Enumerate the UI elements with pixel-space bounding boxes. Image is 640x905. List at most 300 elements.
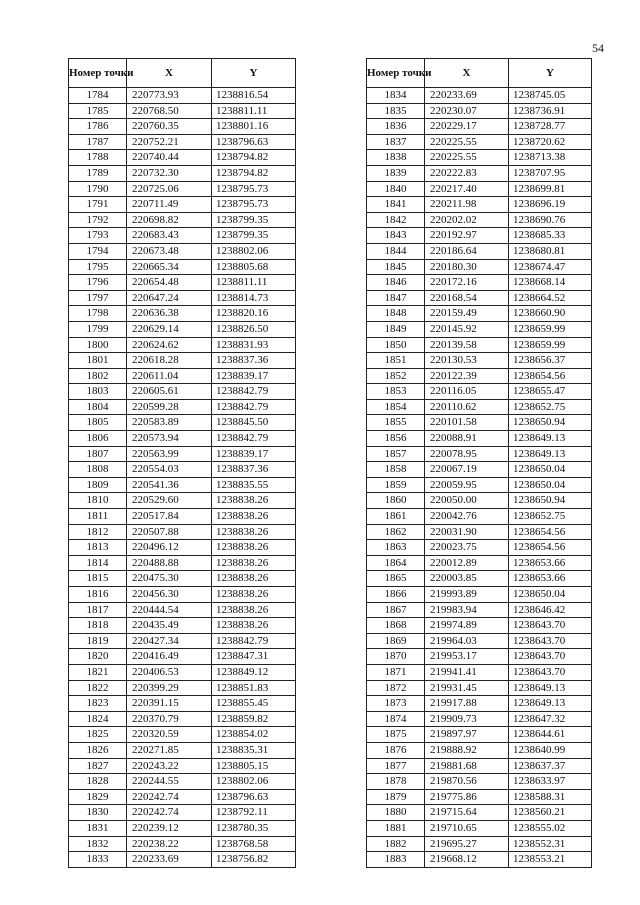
point-number-cell: 1787 xyxy=(69,134,127,150)
table-row xyxy=(69,399,296,415)
table-row xyxy=(367,618,592,634)
point-number-cell: 1795 xyxy=(69,259,127,275)
y-coordinate-cell: 1238811.11 xyxy=(212,275,296,291)
x-coordinate-cell: 220230.07 xyxy=(425,103,509,119)
y-coordinate-cell: 1238668.14 xyxy=(509,275,592,291)
x-coordinate-cell: 220654.48 xyxy=(127,275,212,291)
y-coordinate-cell: 1238728.77 xyxy=(509,119,592,135)
table-row xyxy=(69,524,296,540)
y-coordinate-cell: 1238838.26 xyxy=(212,524,296,540)
point-number-cell: 1858 xyxy=(367,462,425,478)
y-coordinate-cell: 1238649.13 xyxy=(509,446,592,462)
x-coordinate-cell: 220233.69 xyxy=(425,88,509,104)
table-row xyxy=(69,805,296,821)
point-number-cell: 1870 xyxy=(367,649,425,665)
x-coordinate-cell: 220217.40 xyxy=(425,181,509,197)
x-coordinate-cell: 220320.59 xyxy=(127,727,212,743)
point-number-cell: 1809 xyxy=(69,477,127,493)
x-coordinate-cell: 220003.85 xyxy=(425,571,509,587)
point-number-cell: 1852 xyxy=(367,368,425,384)
table-row xyxy=(69,181,296,197)
x-coordinate-cell: 220427.34 xyxy=(127,633,212,649)
y-coordinate-cell: 1238659.99 xyxy=(509,337,592,353)
table-row xyxy=(69,290,296,306)
y-coordinate-cell: 1238745.05 xyxy=(509,88,592,104)
x-coordinate-cell: 220031.90 xyxy=(425,524,509,540)
table-row xyxy=(367,259,592,275)
table-row xyxy=(69,337,296,353)
y-coordinate-cell: 1238664.52 xyxy=(509,290,592,306)
point-number-cell: 1878 xyxy=(367,774,425,790)
x-coordinate-cell: 220636.38 xyxy=(127,306,212,322)
y-coordinate-cell: 1238643.70 xyxy=(509,649,592,665)
x-coordinate-cell: 220683.43 xyxy=(127,228,212,244)
x-coordinate-cell: 220186.64 xyxy=(425,243,509,259)
table-row xyxy=(367,680,592,696)
table-row xyxy=(367,742,592,758)
x-coordinate-cell: 220122.39 xyxy=(425,368,509,384)
x-coordinate-cell: 219897.97 xyxy=(425,727,509,743)
point-number-cell: 1807 xyxy=(69,446,127,462)
point-number-cell: 1846 xyxy=(367,275,425,291)
table-row xyxy=(367,602,592,618)
y-coordinate-cell: 1238713.38 xyxy=(509,150,592,166)
point-number-cell: 1801 xyxy=(69,353,127,369)
x-coordinate-cell: 220732.30 xyxy=(127,165,212,181)
point-number-cell: 1868 xyxy=(367,618,425,634)
y-coordinate-cell: 1238847.31 xyxy=(212,649,296,665)
point-number-cell: 1811 xyxy=(69,509,127,525)
y-coordinate-cell: 1238659.99 xyxy=(509,321,592,337)
table-row xyxy=(367,415,592,431)
point-number-cell: 1869 xyxy=(367,633,425,649)
point-number-cell: 1840 xyxy=(367,181,425,197)
table-row xyxy=(69,306,296,322)
table-row xyxy=(69,119,296,135)
table-row xyxy=(69,602,296,618)
table-row xyxy=(367,509,592,525)
y-coordinate-cell: 1238643.70 xyxy=(509,664,592,680)
y-coordinate-cell: 1238656.37 xyxy=(509,353,592,369)
table-row xyxy=(367,181,592,197)
x-coordinate-cell: 220110.62 xyxy=(425,399,509,415)
y-coordinate-cell: 1238655.47 xyxy=(509,384,592,400)
table-row xyxy=(69,571,296,587)
y-coordinate-cell: 1238720.62 xyxy=(509,134,592,150)
y-coordinate-cell: 1238650.94 xyxy=(509,493,592,509)
point-number-cell: 1808 xyxy=(69,462,127,478)
table-row xyxy=(69,711,296,727)
y-coordinate-cell: 1238650.04 xyxy=(509,462,592,478)
x-coordinate-cell: 220130.53 xyxy=(425,353,509,369)
point-number-cell: 1862 xyxy=(367,524,425,540)
y-coordinate-cell: 1238839.17 xyxy=(212,368,296,384)
y-coordinate-cell: 1238838.26 xyxy=(212,555,296,571)
y-coordinate-cell: 1238794.82 xyxy=(212,150,296,166)
y-coordinate-cell: 1238553.21 xyxy=(509,852,592,868)
point-number-cell: 1879 xyxy=(367,789,425,805)
table-row xyxy=(367,477,592,493)
y-coordinate-cell: 1238643.70 xyxy=(509,618,592,634)
x-coordinate-cell: 220202.02 xyxy=(425,212,509,228)
y-coordinate-cell: 1238690.76 xyxy=(509,212,592,228)
x-coordinate-cell: 220416.49 xyxy=(127,649,212,665)
table-row xyxy=(367,774,592,790)
table-row xyxy=(69,789,296,805)
y-coordinate-cell: 1238647.32 xyxy=(509,711,592,727)
point-number-cell: 1797 xyxy=(69,290,127,306)
x-coordinate-cell: 219983.94 xyxy=(425,602,509,618)
y-coordinate-cell: 1238814.73 xyxy=(212,290,296,306)
y-coordinate-cell: 1238660.90 xyxy=(509,306,592,322)
table-row xyxy=(69,820,296,836)
table-row xyxy=(69,134,296,150)
y-coordinate-cell: 1238649.13 xyxy=(509,696,592,712)
y-coordinate-cell: 1238796.63 xyxy=(212,789,296,805)
point-number-cell: 1815 xyxy=(69,571,127,587)
y-coordinate-cell: 1238643.70 xyxy=(509,633,592,649)
point-number-cell: 1819 xyxy=(69,633,127,649)
point-number-cell: 1866 xyxy=(367,587,425,603)
table-row xyxy=(69,321,296,337)
point-number-cell: 1816 xyxy=(69,587,127,603)
x-coordinate-cell: 220101.58 xyxy=(425,415,509,431)
table-row xyxy=(69,836,296,852)
x-coordinate-cell: 220088.91 xyxy=(425,431,509,447)
x-coordinate-cell: 220583.89 xyxy=(127,415,212,431)
y-coordinate-cell: 1238649.13 xyxy=(509,431,592,447)
x-coordinate-cell: 219941.41 xyxy=(425,664,509,680)
y-coordinate-cell: 1238646.42 xyxy=(509,602,592,618)
point-number-cell: 1798 xyxy=(69,306,127,322)
point-number-cell: 1814 xyxy=(69,555,127,571)
point-number-cell: 1804 xyxy=(69,399,127,415)
y-coordinate-cell: 1238826.50 xyxy=(212,321,296,337)
table-row xyxy=(367,805,592,821)
x-coordinate-cell: 220435.49 xyxy=(127,618,212,634)
table-row xyxy=(367,321,592,337)
x-coordinate-cell: 220725.06 xyxy=(127,181,212,197)
y-coordinate-cell: 1238838.26 xyxy=(212,587,296,603)
point-number-cell: 1835 xyxy=(367,103,425,119)
point-number-cell: 1876 xyxy=(367,742,425,758)
table-row xyxy=(367,493,592,509)
point-number-cell: 1860 xyxy=(367,493,425,509)
x-coordinate-cell: 220647.24 xyxy=(127,290,212,306)
x-coordinate-cell: 220618.28 xyxy=(127,353,212,369)
point-number-cell: 1793 xyxy=(69,228,127,244)
table-row xyxy=(69,462,296,478)
table-row xyxy=(367,431,592,447)
table-row xyxy=(69,431,296,447)
x-coordinate-cell: 220752.21 xyxy=(127,134,212,150)
x-coordinate-cell: 220541.36 xyxy=(127,477,212,493)
x-coordinate-cell: 220116.05 xyxy=(425,384,509,400)
x-coordinate-cell: 220624.62 xyxy=(127,337,212,353)
point-number-cell: 1880 xyxy=(367,805,425,821)
point-number-cell: 1883 xyxy=(367,852,425,868)
y-coordinate-cell: 1238802.06 xyxy=(212,774,296,790)
table-row xyxy=(69,540,296,556)
header-row xyxy=(69,59,296,88)
point-number-cell: 1841 xyxy=(367,197,425,213)
point-number-cell: 1863 xyxy=(367,540,425,556)
y-coordinate-cell: 1238811.11 xyxy=(212,103,296,119)
x-coordinate-cell: 219775.86 xyxy=(425,789,509,805)
y-coordinate-cell: 1238652.75 xyxy=(509,399,592,415)
point-number-cell: 1806 xyxy=(69,431,127,447)
point-number-cell: 1822 xyxy=(69,680,127,696)
x-coordinate-cell: 219917.88 xyxy=(425,696,509,712)
table-row xyxy=(367,462,592,478)
y-coordinate-cell: 1238838.26 xyxy=(212,618,296,634)
table-row xyxy=(69,212,296,228)
y-coordinate-cell: 1238799.35 xyxy=(212,212,296,228)
table-row xyxy=(69,259,296,275)
y-coordinate-cell: 1238756.82 xyxy=(212,852,296,868)
x-coordinate-cell: 219710.65 xyxy=(425,820,509,836)
table-row xyxy=(69,852,296,868)
table-row xyxy=(367,758,592,774)
x-coordinate-cell: 220629.14 xyxy=(127,321,212,337)
x-coordinate-cell: 220067.19 xyxy=(425,462,509,478)
point-number-cell: 1836 xyxy=(367,119,425,135)
table-row xyxy=(69,649,296,665)
y-coordinate-cell: 1238792.11 xyxy=(212,805,296,821)
y-coordinate-cell: 1238633.97 xyxy=(509,774,592,790)
table-row xyxy=(367,446,592,462)
y-coordinate-cell: 1238820.16 xyxy=(212,306,296,322)
x-coordinate-cell: 219695.27 xyxy=(425,836,509,852)
table-row xyxy=(69,477,296,493)
y-coordinate-cell: 1238696.19 xyxy=(509,197,592,213)
y-coordinate-cell: 1238799.35 xyxy=(212,228,296,244)
table-row xyxy=(367,399,592,415)
table-row xyxy=(69,774,296,790)
x-coordinate-cell: 220399.29 xyxy=(127,680,212,696)
header-row xyxy=(367,59,592,88)
y-coordinate-cell: 1238555.02 xyxy=(509,820,592,836)
x-coordinate-cell: 220233.69 xyxy=(127,852,212,868)
table-row xyxy=(367,212,592,228)
x-coordinate-cell: 220229.17 xyxy=(425,119,509,135)
x-coordinate-cell: 220042.76 xyxy=(425,509,509,525)
x-coordinate-cell: 219974.89 xyxy=(425,618,509,634)
point-number-cell: 1875 xyxy=(367,727,425,743)
point-number-cell: 1834 xyxy=(367,88,425,104)
point-number-cell: 1789 xyxy=(69,165,127,181)
point-number-cell: 1847 xyxy=(367,290,425,306)
x-coordinate-cell: 220773.93 xyxy=(127,88,212,104)
point-number-cell: 1838 xyxy=(367,150,425,166)
x-coordinate-cell: 220012.89 xyxy=(425,555,509,571)
y-coordinate-cell: 1238650.04 xyxy=(509,587,592,603)
x-coordinate-cell: 219870.56 xyxy=(425,774,509,790)
x-coordinate-cell: 220406.53 xyxy=(127,664,212,680)
y-coordinate-cell: 1238780.35 xyxy=(212,820,296,836)
table-row xyxy=(367,836,592,852)
point-number-cell: 1833 xyxy=(69,852,127,868)
point-number-cell: 1856 xyxy=(367,431,425,447)
y-coordinate-cell: 1238839.17 xyxy=(212,446,296,462)
y-coordinate-cell: 1238650.04 xyxy=(509,477,592,493)
header-point-number: Номер точки xyxy=(367,59,425,88)
y-coordinate-cell: 1238795.73 xyxy=(212,181,296,197)
point-number-cell: 1823 xyxy=(69,696,127,712)
table-row xyxy=(367,197,592,213)
point-number-cell: 1791 xyxy=(69,197,127,213)
y-coordinate-cell: 1238849.12 xyxy=(212,664,296,680)
table-row xyxy=(69,353,296,369)
table-row xyxy=(367,337,592,353)
point-number-cell: 1796 xyxy=(69,275,127,291)
x-coordinate-cell: 220529.60 xyxy=(127,493,212,509)
x-coordinate-cell: 219993.89 xyxy=(425,587,509,603)
point-number-cell: 1850 xyxy=(367,337,425,353)
x-coordinate-cell: 219953.17 xyxy=(425,649,509,665)
table-row xyxy=(367,119,592,135)
table-row xyxy=(69,727,296,743)
point-number-cell: 1831 xyxy=(69,820,127,836)
x-coordinate-cell: 220768.50 xyxy=(127,103,212,119)
table-row xyxy=(367,88,592,104)
x-coordinate-cell: 220391.15 xyxy=(127,696,212,712)
table-row xyxy=(367,165,592,181)
y-coordinate-cell: 1238802.06 xyxy=(212,243,296,259)
point-number-cell: 1785 xyxy=(69,103,127,119)
point-number-cell: 1853 xyxy=(367,384,425,400)
point-number-cell: 1825 xyxy=(69,727,127,743)
y-coordinate-cell: 1238654.56 xyxy=(509,368,592,384)
point-number-cell: 1830 xyxy=(69,805,127,821)
y-coordinate-cell: 1238801.16 xyxy=(212,119,296,135)
y-coordinate-cell: 1238680.81 xyxy=(509,243,592,259)
table-row xyxy=(69,509,296,525)
x-coordinate-cell: 220180.30 xyxy=(425,259,509,275)
table-row xyxy=(69,243,296,259)
table-row xyxy=(367,524,592,540)
x-coordinate-cell: 220740.44 xyxy=(127,150,212,166)
point-number-cell: 1881 xyxy=(367,820,425,836)
x-coordinate-cell: 220517.84 xyxy=(127,509,212,525)
table-row xyxy=(367,368,592,384)
y-coordinate-cell: 1238685.33 xyxy=(509,228,592,244)
table-row xyxy=(69,758,296,774)
table-row xyxy=(69,228,296,244)
x-coordinate-cell: 219888.92 xyxy=(425,742,509,758)
y-coordinate-cell: 1238653.66 xyxy=(509,571,592,587)
point-number-cell: 1859 xyxy=(367,477,425,493)
x-coordinate-cell: 220078.95 xyxy=(425,446,509,462)
point-number-cell: 1788 xyxy=(69,150,127,166)
point-number-cell: 1805 xyxy=(69,415,127,431)
x-coordinate-cell: 220573.94 xyxy=(127,431,212,447)
x-coordinate-cell: 220172.16 xyxy=(425,275,509,291)
point-number-cell: 1867 xyxy=(367,602,425,618)
point-number-cell: 1829 xyxy=(69,789,127,805)
table-row xyxy=(69,493,296,509)
table-row xyxy=(367,384,592,400)
x-coordinate-cell: 220145.92 xyxy=(425,321,509,337)
x-coordinate-cell: 220496.12 xyxy=(127,540,212,556)
table-row xyxy=(367,649,592,665)
table-row xyxy=(69,384,296,400)
point-number-cell: 1810 xyxy=(69,493,127,509)
y-coordinate-cell: 1238654.56 xyxy=(509,540,592,556)
table-row xyxy=(69,633,296,649)
point-number-cell: 1790 xyxy=(69,181,127,197)
table-row xyxy=(367,290,592,306)
y-coordinate-cell: 1238838.26 xyxy=(212,571,296,587)
y-coordinate-cell: 1238805.68 xyxy=(212,259,296,275)
table-row xyxy=(69,696,296,712)
y-coordinate-cell: 1238805.15 xyxy=(212,758,296,774)
table-row xyxy=(367,711,592,727)
point-number-cell: 1839 xyxy=(367,165,425,181)
point-number-cell: 1849 xyxy=(367,321,425,337)
table-row xyxy=(69,618,296,634)
table-row xyxy=(367,664,592,680)
y-coordinate-cell: 1238674.47 xyxy=(509,259,592,275)
point-number-cell: 1832 xyxy=(69,836,127,852)
y-coordinate-cell: 1238838.26 xyxy=(212,540,296,556)
point-number-cell: 1855 xyxy=(367,415,425,431)
table-row xyxy=(367,275,592,291)
y-coordinate-cell: 1238640.99 xyxy=(509,742,592,758)
y-coordinate-cell: 1238816.54 xyxy=(212,88,296,104)
table-row xyxy=(367,150,592,166)
point-number-cell: 1813 xyxy=(69,540,127,556)
table-row xyxy=(367,243,592,259)
point-number-cell: 1837 xyxy=(367,134,425,150)
x-coordinate-cell: 219715.64 xyxy=(425,805,509,821)
y-coordinate-cell: 1238831.93 xyxy=(212,337,296,353)
y-coordinate-cell: 1238845.50 xyxy=(212,415,296,431)
point-number-cell: 1803 xyxy=(69,384,127,400)
x-coordinate-cell: 220370.79 xyxy=(127,711,212,727)
table-row xyxy=(69,446,296,462)
x-coordinate-cell: 220192.97 xyxy=(425,228,509,244)
y-coordinate-cell: 1238653.66 xyxy=(509,555,592,571)
point-number-cell: 1877 xyxy=(367,758,425,774)
y-coordinate-cell: 1238859.82 xyxy=(212,711,296,727)
y-coordinate-cell: 1238652.75 xyxy=(509,509,592,525)
point-number-cell: 1843 xyxy=(367,228,425,244)
table-row xyxy=(367,852,592,868)
x-coordinate-cell: 220225.55 xyxy=(425,134,509,150)
y-coordinate-cell: 1238842.79 xyxy=(212,431,296,447)
y-coordinate-cell: 1238838.26 xyxy=(212,493,296,509)
point-number-cell: 1844 xyxy=(367,243,425,259)
point-number-cell: 1848 xyxy=(367,306,425,322)
header-point-number: Номер точки xyxy=(69,59,127,88)
y-coordinate-cell: 1238842.79 xyxy=(212,633,296,649)
y-coordinate-cell: 1238699.81 xyxy=(509,181,592,197)
point-number-cell: 1826 xyxy=(69,742,127,758)
point-number-cell: 1882 xyxy=(367,836,425,852)
y-coordinate-cell: 1238835.31 xyxy=(212,742,296,758)
y-coordinate-cell: 1238854.02 xyxy=(212,727,296,743)
header-y: Y xyxy=(212,59,296,88)
coordinates-table-left xyxy=(68,58,296,868)
x-coordinate-cell: 220059.95 xyxy=(425,477,509,493)
x-coordinate-cell: 220242.74 xyxy=(127,805,212,821)
x-coordinate-cell: 220222.83 xyxy=(425,165,509,181)
table-row xyxy=(69,165,296,181)
y-coordinate-cell: 1238768.58 xyxy=(212,836,296,852)
x-coordinate-cell: 220139.58 xyxy=(425,337,509,353)
point-number-cell: 1872 xyxy=(367,680,425,696)
